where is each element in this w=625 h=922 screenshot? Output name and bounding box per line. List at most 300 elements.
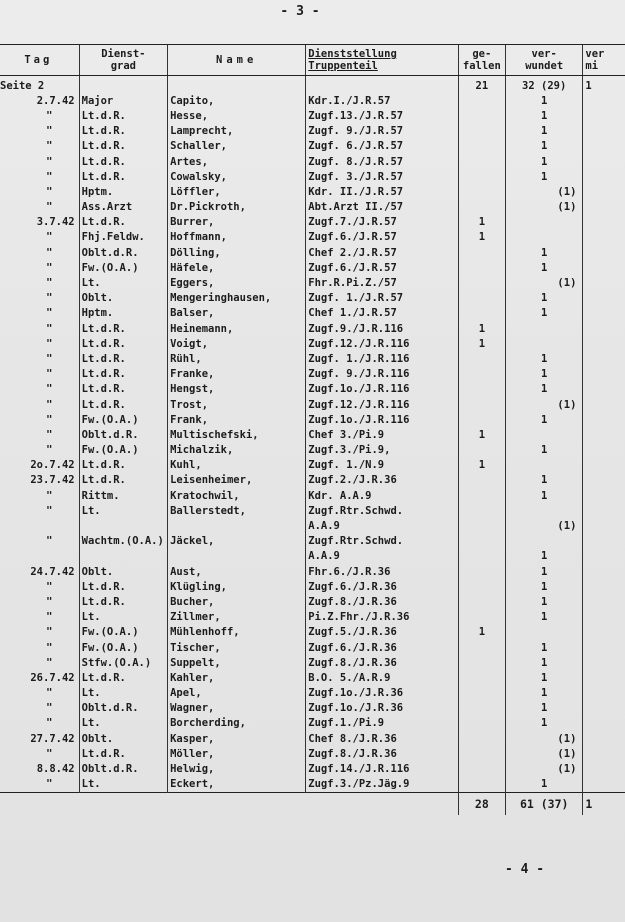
- row-dienstgrad: Lt.: [79, 686, 167, 701]
- row-verwundet: [505, 503, 582, 518]
- row-verwundet: 1: [505, 124, 582, 139]
- row-gefallen: [458, 275, 505, 290]
- row-verwundet: 1: [505, 594, 582, 609]
- row-date: ": [46, 170, 53, 183]
- row-name: Eckert,: [168, 777, 306, 793]
- row-name: Artes,: [168, 154, 306, 169]
- row-vermisst: [583, 473, 625, 488]
- table-row: [0, 701, 625, 716]
- row-name: Klügling,: [168, 579, 306, 594]
- row-name: Tischer,: [168, 640, 306, 655]
- row-dienststellung: Fhr.6./J.R.36: [306, 564, 458, 579]
- row-vermisst: [583, 351, 625, 366]
- row-dienststellung: Zugf.1o./J.R.36: [306, 686, 458, 701]
- row-date: ": [46, 277, 53, 290]
- row-verwundet: 1: [505, 306, 582, 321]
- row-name: Wagner,: [168, 701, 306, 716]
- row-name: Dr.Pickroth,: [168, 200, 306, 215]
- row-vermisst: [583, 503, 625, 518]
- row-dienstgrad: Lt.d.R.: [79, 139, 167, 154]
- row-dienststellung: Chef 8./J.R.36: [306, 731, 458, 746]
- row-dienststellung: Zugf.3./Pi.9,: [306, 443, 458, 458]
- row-vermisst: [583, 746, 625, 761]
- row-gefallen: [458, 716, 505, 731]
- row-verwundet: (1): [505, 397, 582, 412]
- table-row: [0, 655, 625, 670]
- row-gefallen: [458, 761, 505, 776]
- row-name: Multischefski,: [168, 427, 306, 442]
- row-gefallen: [458, 200, 505, 215]
- row-name: Löffler,: [168, 184, 306, 199]
- row-date: ": [46, 580, 53, 593]
- row-dienstgrad: Lt.d.R.: [79, 351, 167, 366]
- row-dienstgrad: Major: [79, 93, 167, 108]
- row-dienststellung: Zugf.5./J.R.36: [306, 625, 458, 640]
- table-row: [0, 412, 625, 427]
- carry-vermisst: 1: [583, 76, 625, 94]
- row-name: Leisenheimer,: [168, 473, 306, 488]
- row-verwundet: 1: [505, 473, 582, 488]
- row-verwundet: 1: [505, 701, 582, 716]
- row-date: 8.8.42: [36, 763, 75, 776]
- row-dienststellung: Zugf.8./J.R.36: [306, 746, 458, 761]
- row-vermisst: [583, 321, 625, 336]
- row-gefallen: [458, 124, 505, 139]
- row-gefallen: [458, 564, 505, 579]
- row-dienstgrad: Fw.(O.A.): [79, 625, 167, 640]
- row-dienstgrad: Hptm.: [79, 306, 167, 321]
- row-dienstgrad: Lt.d.R.: [79, 670, 167, 685]
- row-vermisst: [583, 139, 625, 154]
- row-vermisst: [583, 367, 625, 382]
- table-row: [0, 610, 625, 625]
- row-date: 3.7.42: [36, 216, 75, 229]
- row-gefallen: 1: [458, 625, 505, 640]
- table-row: [0, 397, 625, 412]
- table-row: [0, 503, 625, 518]
- row-name: Lamprecht,: [168, 124, 306, 139]
- table-row: [0, 670, 625, 685]
- row-dienstgrad: [79, 549, 167, 564]
- row-dienststellung: A.A.9: [306, 518, 458, 533]
- table-row: [0, 184, 625, 199]
- row-date: ": [46, 201, 53, 214]
- row-name: Dölling,: [168, 245, 306, 260]
- table-row: [0, 351, 625, 366]
- table-row: [0, 108, 625, 123]
- row-verwundet: [505, 427, 582, 442]
- row-name: Helwig,: [168, 761, 306, 776]
- row-dienstgrad: Lt.d.R.: [79, 458, 167, 473]
- header-dienststellung: [306, 45, 458, 76]
- header-dienstgrad: [79, 45, 167, 76]
- table-row: [0, 93, 625, 108]
- row-name: [168, 549, 306, 564]
- row-vermisst: [583, 534, 625, 549]
- row-verwundet: 1: [505, 169, 582, 184]
- row-dienstgrad: Lt.d.R.: [79, 154, 167, 169]
- page-number-top: - 3 -: [280, 4, 320, 19]
- row-dienstgrad: Ass.Arzt: [79, 200, 167, 215]
- row-gefallen: [458, 731, 505, 746]
- row-gefallen: 1: [458, 215, 505, 230]
- row-vermisst: [583, 275, 625, 290]
- row-gefallen: [458, 412, 505, 427]
- row-name: Kratochwil,: [168, 488, 306, 503]
- row-verwundet: 1: [505, 640, 582, 655]
- row-dienstgrad: Fw.(O.A.): [79, 412, 167, 427]
- row-dienstgrad: Stfw.(O.A.): [79, 655, 167, 670]
- carry-over-row: [0, 76, 625, 94]
- row-name: Borcherding,: [168, 716, 306, 731]
- row-name: Hesse,: [168, 108, 306, 123]
- row-gefallen: [458, 351, 505, 366]
- row-dienststellung: Kdr. II./J.R.57: [306, 184, 458, 199]
- row-date: [0, 549, 79, 564]
- row-gefallen: [458, 93, 505, 108]
- row-name: Heinemann,: [168, 321, 306, 336]
- row-name: Cowalsky,: [168, 169, 306, 184]
- row-dienststellung: Pi.Z.Fhr./J.R.36: [306, 610, 458, 625]
- table-row: [0, 275, 625, 290]
- table-row: [0, 579, 625, 594]
- row-date: 24.7.42: [30, 565, 75, 578]
- row-dienststellung: Zugf.1o./J.R.36: [306, 701, 458, 716]
- table-row: [0, 731, 625, 746]
- row-name: Schaller,: [168, 139, 306, 154]
- row-dienstgrad: Oblt.d.R.: [79, 761, 167, 776]
- row-dienstgrad: Hptm.: [79, 184, 167, 199]
- row-gefallen: [458, 245, 505, 260]
- row-dienststellung: Zugf.3./Pz.Jäg.9: [306, 777, 458, 793]
- row-date: ": [46, 352, 53, 365]
- row-gefallen: [458, 686, 505, 701]
- row-verwundet: (1): [505, 746, 582, 761]
- row-dienststellung: Zugf. 9./J.R.57: [306, 124, 458, 139]
- row-vermisst: [583, 427, 625, 442]
- row-vermisst: [583, 579, 625, 594]
- row-dienstgrad: Lt.: [79, 777, 167, 793]
- table-row: [0, 564, 625, 579]
- table-row: [0, 260, 625, 275]
- table-row: [0, 518, 625, 533]
- row-dienststellung: Zugf.1./Pi.9: [306, 716, 458, 731]
- row-dienststellung: Zugf.6./J.R.36: [306, 640, 458, 655]
- row-date: ": [46, 261, 53, 274]
- row-gefallen: 1: [458, 458, 505, 473]
- table-row: [0, 716, 625, 731]
- row-name: Kuhl,: [168, 458, 306, 473]
- row-date: 2o.7.42: [30, 459, 75, 472]
- total-gefallen: 28: [458, 792, 505, 815]
- row-name: Kahler,: [168, 670, 306, 685]
- row-vermisst: [583, 169, 625, 184]
- row-dienstgrad: Lt.: [79, 610, 167, 625]
- row-gefallen: 1: [458, 321, 505, 336]
- row-dienstgrad: [79, 518, 167, 533]
- row-verwundet: (1): [505, 200, 582, 215]
- row-dienststellung: Zugf.14./J.R.116: [306, 761, 458, 776]
- table-row: [0, 761, 625, 776]
- row-date: ": [46, 595, 53, 608]
- row-name: Trost,: [168, 397, 306, 412]
- totals-row: [0, 792, 625, 815]
- row-gefallen: [458, 579, 505, 594]
- row-dienststellung: Zugf.Rtr.Schwd.: [306, 534, 458, 549]
- table-row: [0, 200, 625, 215]
- row-dienstgrad: Oblt.: [79, 731, 167, 746]
- table-row: [0, 230, 625, 245]
- row-date: 27.7.42: [30, 732, 75, 745]
- row-gefallen: [458, 534, 505, 549]
- row-name: Mühlenhoff,: [168, 625, 306, 640]
- row-dienstgrad: Rittm.: [79, 488, 167, 503]
- row-dienststellung: Zugf.6./J.R.57: [306, 260, 458, 275]
- table-row: [0, 169, 625, 184]
- row-vermisst: [583, 640, 625, 655]
- row-date: ": [46, 368, 53, 381]
- row-name: Ballerstedt,: [168, 503, 306, 518]
- row-verwundet: 1: [505, 351, 582, 366]
- row-date: ": [46, 337, 53, 350]
- row-verwundet: [505, 230, 582, 245]
- row-gefallen: [458, 260, 505, 275]
- table-row: [0, 640, 625, 655]
- row-dienststellung: Zugf.Rtr.Schwd.: [306, 503, 458, 518]
- row-name: Häfele,: [168, 260, 306, 275]
- row-gefallen: [458, 777, 505, 793]
- carry-verwundet: 32 (29): [505, 76, 582, 94]
- row-name: Zillmer,: [168, 610, 306, 625]
- row-dienststellung: Zugf. 3./J.R.57: [306, 169, 458, 184]
- row-dienstgrad: Lt.d.R.: [79, 746, 167, 761]
- row-vermisst: [583, 716, 625, 731]
- row-dienststellung: Zugf. 1./J.R.116: [306, 351, 458, 366]
- row-dienststellung: Zugf.8./J.R.36: [306, 594, 458, 609]
- table-row: [0, 594, 625, 609]
- row-verwundet: 1: [505, 549, 582, 564]
- row-name: Hoffmann,: [168, 230, 306, 245]
- row-dienststellung: Zugf.12./J.R.116: [306, 397, 458, 412]
- row-name: Voigt,: [168, 336, 306, 351]
- row-vermisst: [583, 610, 625, 625]
- row-name: Möller,: [168, 746, 306, 761]
- row-verwundet: 1: [505, 443, 582, 458]
- table-row: [0, 473, 625, 488]
- row-verwundet: 1: [505, 579, 582, 594]
- table-row: [0, 625, 625, 640]
- row-verwundet: 1: [505, 139, 582, 154]
- header-verwundet: [505, 45, 582, 76]
- casualty-table: [0, 44, 625, 815]
- row-vermisst: [583, 655, 625, 670]
- row-date: ": [46, 155, 53, 168]
- row-dienstgrad: Oblt.d.R.: [79, 427, 167, 442]
- row-dienstgrad: Lt.d.R.: [79, 579, 167, 594]
- row-dienstgrad: Lt.d.R.: [79, 382, 167, 397]
- header-dienststellung-line2: Truppenteil: [308, 60, 378, 72]
- row-name: Jäckel,: [168, 534, 306, 549]
- row-dienststellung: Zugf. 1./N.9: [306, 458, 458, 473]
- row-date: ": [46, 428, 53, 441]
- row-date: ": [46, 383, 53, 396]
- row-verwundet: [505, 534, 582, 549]
- row-verwundet: [505, 625, 582, 640]
- row-vermisst: [583, 761, 625, 776]
- header-verwundet-line1: ver-: [531, 48, 557, 60]
- row-vermisst: [583, 625, 625, 640]
- header-vermisst-line1: ver: [585, 48, 605, 60]
- row-gefallen: [458, 701, 505, 716]
- table-row: [0, 443, 625, 458]
- table-row: [0, 215, 625, 230]
- row-verwundet: [505, 215, 582, 230]
- total-verwundet: 61 (37): [505, 792, 582, 815]
- row-dienststellung: Chef 1./J.R.57: [306, 306, 458, 321]
- row-dienststellung: Zugf.1o./J.R.116: [306, 412, 458, 427]
- row-dienstgrad: Oblt.: [79, 291, 167, 306]
- row-vermisst: [583, 200, 625, 215]
- row-verwundet: 1: [505, 610, 582, 625]
- row-name: Suppelt,: [168, 655, 306, 670]
- row-date: ": [46, 747, 53, 760]
- header-gefallen-line1: ge-: [472, 48, 492, 60]
- row-dienststellung: Zugf.6./J.R.57: [306, 230, 458, 245]
- row-dienstgrad: Lt.: [79, 503, 167, 518]
- row-vermisst: [583, 336, 625, 351]
- table-row: [0, 686, 625, 701]
- table-row: [0, 458, 625, 473]
- row-dienststellung: Zugf. 1./J.R.57: [306, 291, 458, 306]
- row-date: ": [46, 140, 53, 153]
- row-gefallen: [458, 443, 505, 458]
- row-dienststellung: Zugf. 6./J.R.57: [306, 139, 458, 154]
- row-gefallen: 1: [458, 427, 505, 442]
- row-date: ": [46, 185, 53, 198]
- row-vermisst: [583, 215, 625, 230]
- row-dienstgrad: Fw.(O.A.): [79, 260, 167, 275]
- row-verwundet: 1: [505, 655, 582, 670]
- row-gefallen: [458, 306, 505, 321]
- row-vermisst: [583, 731, 625, 746]
- row-verwundet: (1): [505, 761, 582, 776]
- row-gefallen: [458, 139, 505, 154]
- row-dienstgrad: Lt.d.R.: [79, 336, 167, 351]
- header-dienstgrad-line2: grad: [110, 60, 136, 72]
- row-name: Mengeringhausen,: [168, 291, 306, 306]
- header-tag: Tag: [0, 45, 79, 76]
- row-verwundet: 1: [505, 154, 582, 169]
- table-row: [0, 321, 625, 336]
- row-vermisst: [583, 458, 625, 473]
- row-vermisst: [583, 670, 625, 685]
- row-gefallen: [458, 108, 505, 123]
- row-dienststellung: Chef 3./Pi.9: [306, 427, 458, 442]
- row-vermisst: [583, 184, 625, 199]
- row-dienstgrad: Lt.: [79, 716, 167, 731]
- row-date: ": [46, 231, 53, 244]
- row-verwundet: 1: [505, 488, 582, 503]
- page-number-bottom: - 4 -: [505, 862, 545, 877]
- row-date: ": [46, 246, 53, 259]
- row-verwundet: 1: [505, 291, 582, 306]
- table-row: [0, 139, 625, 154]
- row-gefallen: [458, 655, 505, 670]
- row-verwundet: 1: [505, 93, 582, 108]
- row-dienstgrad: Oblt.d.R.: [79, 245, 167, 260]
- row-dienststellung: Zugf.1o./J.R.116: [306, 382, 458, 397]
- row-vermisst: [583, 397, 625, 412]
- table-row: [0, 336, 625, 351]
- row-gefallen: [458, 382, 505, 397]
- row-name: Hengst,: [168, 382, 306, 397]
- row-date: ": [46, 656, 53, 669]
- row-name: Balser,: [168, 306, 306, 321]
- row-gefallen: [458, 488, 505, 503]
- row-dienstgrad: Fw.(O.A.): [79, 443, 167, 458]
- row-vermisst: [583, 777, 625, 793]
- row-vermisst: [583, 93, 625, 108]
- row-date: ": [46, 109, 53, 122]
- row-gefallen: 1: [458, 336, 505, 351]
- row-name: Aust,: [168, 564, 306, 579]
- row-dienststellung: B.O. 5./A.R.9: [306, 670, 458, 685]
- row-vermisst: [583, 564, 625, 579]
- row-date: 23.7.42: [30, 474, 75, 487]
- row-gefallen: [458, 169, 505, 184]
- row-gefallen: [458, 503, 505, 518]
- row-verwundet: (1): [505, 731, 582, 746]
- table-row: [0, 549, 625, 564]
- row-vermisst: [583, 382, 625, 397]
- row-dienststellung: Kdr. A.A.9: [306, 488, 458, 503]
- row-dienstgrad: Lt.d.R.: [79, 397, 167, 412]
- row-vermisst: [583, 443, 625, 458]
- row-date: ": [46, 717, 53, 730]
- row-vermisst: [583, 154, 625, 169]
- row-date: ": [46, 489, 53, 502]
- row-date: ": [46, 292, 53, 305]
- row-dienststellung: Fhr.R.Pi.Z./57: [306, 275, 458, 290]
- row-verwundet: 1: [505, 716, 582, 731]
- row-date: ": [46, 611, 53, 624]
- row-verwundet: [505, 336, 582, 351]
- row-dienstgrad: Lt.d.R.: [79, 215, 167, 230]
- header-verwundet-line2: wundet: [525, 60, 564, 72]
- row-dienststellung: Kdr.I./J.R.57: [306, 93, 458, 108]
- table-row: [0, 291, 625, 306]
- row-date: ": [46, 702, 53, 715]
- row-dienstgrad: Lt.d.R.: [79, 124, 167, 139]
- row-date: 26.7.42: [30, 671, 75, 684]
- row-date: ": [46, 687, 53, 700]
- row-date: ": [46, 504, 53, 517]
- row-name: Franke,: [168, 367, 306, 382]
- row-dienstgrad: Lt.: [79, 275, 167, 290]
- row-vermisst: [583, 306, 625, 321]
- row-vermisst: [583, 594, 625, 609]
- row-verwundet: (1): [505, 275, 582, 290]
- row-verwundet: 1: [505, 245, 582, 260]
- table-row: [0, 382, 625, 397]
- total-vermisst: 1: [583, 792, 625, 815]
- row-verwundet: 1: [505, 260, 582, 275]
- row-gefallen: [458, 154, 505, 169]
- row-date: 2.7.42: [36, 94, 75, 107]
- row-verwundet: 1: [505, 108, 582, 123]
- row-dienststellung: Chef 2./J.R.57: [306, 245, 458, 260]
- row-dienstgrad: Lt.d.R.: [79, 367, 167, 382]
